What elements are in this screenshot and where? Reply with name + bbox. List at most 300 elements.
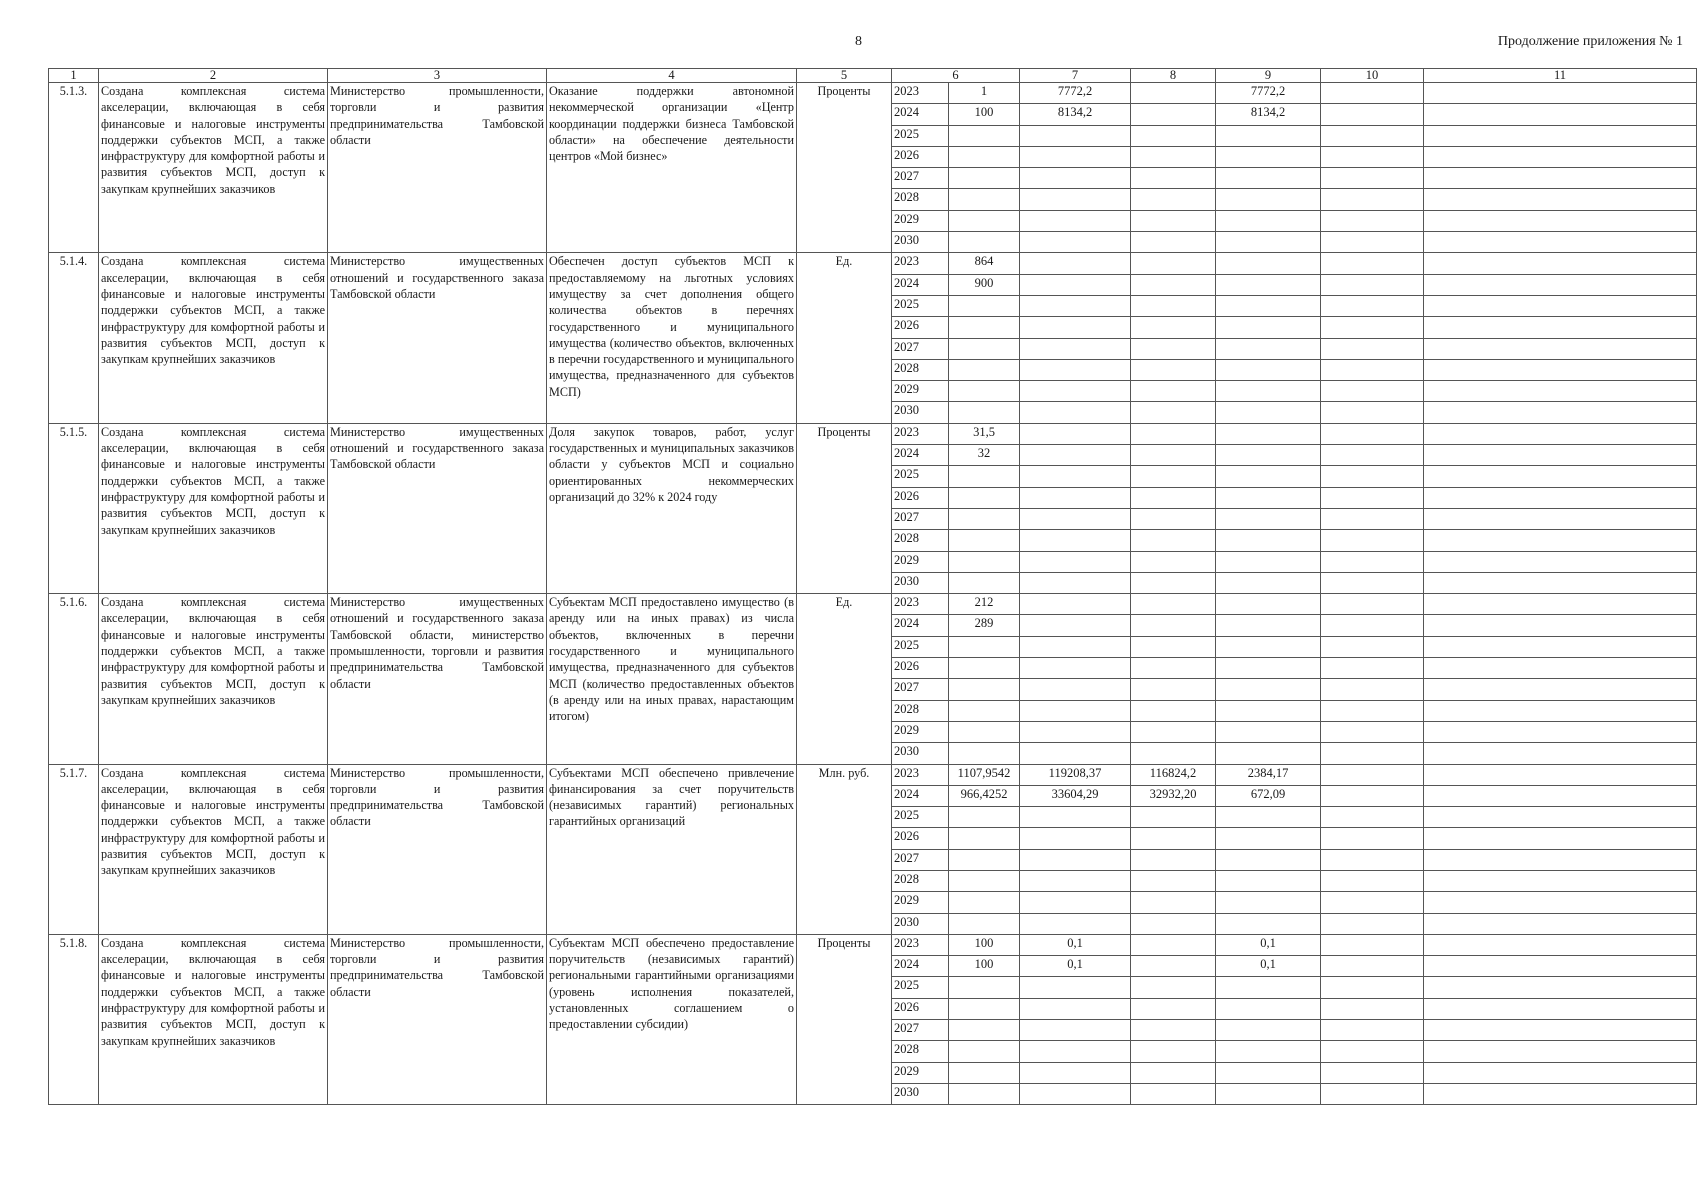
table-row [49,764,1697,785]
value-cell [1131,849,1216,870]
value-cell-empty [1424,466,1697,487]
value-cell [1216,487,1321,508]
value-cell-empty [1321,445,1424,466]
value-cell-empty [1321,636,1424,657]
year-cell: 2023 [892,764,949,785]
value-cell [1216,913,1321,934]
value-cell-empty [1321,317,1424,338]
value-cell-empty [1424,807,1697,828]
value-cell-empty [1321,487,1424,508]
year-cell: 2029 [892,721,949,742]
value-cell [1131,487,1216,508]
value-cell [1131,828,1216,849]
value-cell [1216,295,1321,316]
year-cell: 2025 [892,807,949,828]
value-cell [1131,274,1216,295]
responsible-executor: Министерство имущественных отношений и государственного заказа Тамбовской области, министерство промышленности, торговли и развития предпринимательства Тамбовской области [328,594,547,764]
value-cell-empty [1321,615,1424,636]
value-cell-empty [1321,146,1424,167]
value-cell-empty [1424,274,1697,295]
value-cell-empty [1321,274,1424,295]
item-number: 5.1.5. [49,423,99,593]
value-cell-empty [1424,125,1697,146]
value-cell [1216,1041,1321,1062]
value-cell-empty [1424,998,1697,1019]
measure-description: Субъектам МСП предоставлено имущество (в аренду или на иных правах) из числа объектов, включенных в перечни государственного и муниципального имущества, предназначенного для субъектов МСП (количество предоставленных объектов (в аренду или на иных правах, нарастающим итогом) [547,594,797,764]
value-cell [949,530,1020,551]
value-cell-empty [1321,998,1424,1019]
value-cell [1131,508,1216,529]
value-cell-empty [1321,168,1424,189]
year-cell: 2026 [892,658,949,679]
value-cell [1131,1083,1216,1104]
value-cell [1131,743,1216,764]
result-description: Создана комплексная система акселерации, включающая в себя финансовые и налоговые инструменты поддержки субъектов МСП, а также инфраструктуру для комфортной работы и развития субъектов МСП, доступ к закупкам крупнейших заказчиков [99,253,328,423]
value-cell [949,870,1020,891]
value-cell: 1107,9542 [949,764,1020,785]
value-cell: 900 [949,274,1020,295]
responsible-executor: Министерство промышленности, торговли и развития предпринимательства Тамбовской области [328,83,547,253]
item-number: 5.1.4. [49,253,99,423]
value-cell [949,402,1020,423]
value-cell-empty [1424,232,1697,253]
value-cell [1216,125,1321,146]
value-cell-empty [1424,104,1697,125]
year-cell: 2029 [892,892,949,913]
value-cell [1131,1020,1216,1041]
value-cell-empty [1424,977,1697,998]
value-cell: 672,09 [1216,785,1321,806]
year-cell: 2024 [892,956,949,977]
year-cell: 2027 [892,679,949,700]
value-cell [1131,445,1216,466]
year-cell: 2023 [892,83,949,104]
value-cell: 289 [949,615,1020,636]
value-cell-empty [1424,551,1697,572]
value-cell [949,1083,1020,1104]
value-cell-empty [1424,168,1697,189]
value-cell [1216,146,1321,167]
measure-description: Оказание поддержки автономной некоммерческой организации «Центр координации поддержки бизнеса Тамбовской области» на обеспечение деятельности центров «Мой бизнес» [547,83,797,253]
value-cell [949,210,1020,231]
value-cell-empty [1424,1041,1697,1062]
value-cell [949,125,1020,146]
value-cell [1020,338,1131,359]
value-cell [1020,295,1131,316]
value-cell-empty [1424,913,1697,934]
value-cell [1020,530,1131,551]
value-cell [1020,466,1131,487]
value-cell [1216,189,1321,210]
value-cell [1020,253,1131,274]
value-cell-empty [1321,359,1424,380]
value-cell [1020,125,1131,146]
value-cell-empty [1321,721,1424,742]
value-cell: 0,1 [1216,934,1321,955]
value-cell-empty [1321,508,1424,529]
year-cell: 2025 [892,977,949,998]
value-cell-empty [1424,338,1697,359]
column-header: 7 [1020,69,1131,83]
page-number: 8 [855,34,862,49]
value-cell-empty [1424,785,1697,806]
value-cell-empty [1424,1062,1697,1083]
value-cell: 1 [949,83,1020,104]
value-cell-empty [1321,572,1424,593]
unit-of-measure: Проценты [797,934,892,1104]
column-header: 9 [1216,69,1321,83]
value-cell-empty [1424,253,1697,274]
value-cell [949,807,1020,828]
year-cell: 2030 [892,913,949,934]
value-cell [949,466,1020,487]
unit-of-measure: Проценты [797,423,892,593]
year-cell: 2029 [892,551,949,572]
year-cell: 2028 [892,189,949,210]
value-cell-empty [1424,146,1697,167]
item-number: 5.1.7. [49,764,99,934]
value-cell-empty [1321,594,1424,615]
value-cell [1131,466,1216,487]
value-cell [1020,232,1131,253]
value-cell [1131,721,1216,742]
value-cell-empty [1321,402,1424,423]
value-cell-empty [1321,679,1424,700]
value-cell-empty [1424,1020,1697,1041]
value-cell-empty [1424,721,1697,742]
value-cell [949,359,1020,380]
value-cell-empty [1424,423,1697,444]
column-header: 1 [49,69,99,83]
value-cell-empty [1424,1083,1697,1104]
value-cell: 100 [949,934,1020,955]
value-cell [1020,658,1131,679]
value-cell [1216,998,1321,1019]
value-cell-empty [1424,679,1697,700]
value-cell [1020,508,1131,529]
value-cell [1020,572,1131,593]
value-cell [949,892,1020,913]
value-cell-empty [1321,83,1424,104]
value-cell [1131,892,1216,913]
value-cell [949,636,1020,657]
value-cell-empty [1424,849,1697,870]
value-cell [1020,487,1131,508]
result-description: Создана комплексная система акселерации, включающая в себя финансовые и налоговые инструменты поддержки субъектов МСП, а также инфраструктуру для комфортной работы и развития субъектов МСП, доступ к закупкам крупнейших заказчиков [99,83,328,253]
year-cell: 2026 [892,828,949,849]
value-cell-empty [1424,892,1697,913]
value-cell-empty [1424,594,1697,615]
value-cell [1131,934,1216,955]
year-cell: 2027 [892,168,949,189]
appendix-continuation: Продолжение приложения № 1 [1497,34,1683,49]
year-cell: 2030 [892,1083,949,1104]
value-cell [1131,807,1216,828]
unit-of-measure: Ед. [797,253,892,423]
value-cell-empty [1321,1062,1424,1083]
value-cell-empty [1321,849,1424,870]
value-cell [1131,146,1216,167]
value-cell [1020,402,1131,423]
value-cell: 33604,29 [1020,785,1131,806]
value-cell [949,1020,1020,1041]
value-cell-empty [1424,870,1697,891]
value-cell [949,189,1020,210]
responsible-executor: Министерство имущественных отношений и государственного заказа Тамбовской области [328,423,547,593]
value-cell [1131,636,1216,657]
value-cell-empty [1321,104,1424,125]
value-cell [1131,615,1216,636]
year-cell: 2029 [892,210,949,231]
year-cell: 2028 [892,870,949,891]
value-cell [1020,913,1131,934]
value-cell [1020,636,1131,657]
value-cell-empty [1321,913,1424,934]
year-cell: 2024 [892,615,949,636]
column-header: 8 [1131,69,1216,83]
value-cell [949,168,1020,189]
year-cell: 2026 [892,146,949,167]
value-cell [1216,423,1321,444]
column-header: 4 [547,69,797,83]
value-cell [1131,658,1216,679]
value-cell [1216,530,1321,551]
value-cell-empty [1321,530,1424,551]
value-cell-empty [1424,658,1697,679]
value-cell [1131,913,1216,934]
value-cell: 31,5 [949,423,1020,444]
value-cell-empty [1424,700,1697,721]
year-cell: 2029 [892,1062,949,1083]
responsible-executor: Министерство имущественных отношений и государственного заказа Тамбовской области [328,253,547,423]
value-cell [1216,870,1321,891]
year-cell: 2025 [892,295,949,316]
value-cell [1131,679,1216,700]
year-cell: 2030 [892,232,949,253]
value-cell [1020,679,1131,700]
value-cell [1216,679,1321,700]
value-cell [1131,998,1216,1019]
value-cell [1216,338,1321,359]
value-cell: 864 [949,253,1020,274]
year-cell: 2026 [892,998,949,1019]
value-cell [1216,636,1321,657]
value-cell-empty [1321,551,1424,572]
value-cell: 7772,2 [1216,83,1321,104]
value-cell: 100 [949,104,1020,125]
value-cell [1216,402,1321,423]
value-cell [1131,1062,1216,1083]
value-cell [1131,189,1216,210]
value-cell-empty [1424,83,1697,104]
value-cell: 32932,20 [1131,785,1216,806]
value-cell [949,721,1020,742]
value-cell [1020,977,1131,998]
value-cell [1020,998,1131,1019]
value-cell-empty [1321,658,1424,679]
value-cell [1020,146,1131,167]
value-cell-empty [1424,764,1697,785]
value-cell [949,1041,1020,1062]
item-number: 5.1.3. [49,83,99,253]
value-cell: 116824,2 [1131,764,1216,785]
value-cell [949,295,1020,316]
column-header: 3 [328,69,547,83]
value-cell-empty [1424,636,1697,657]
value-cell [1216,381,1321,402]
value-cell [1131,700,1216,721]
value-cell [949,700,1020,721]
value-cell [1216,1062,1321,1083]
value-cell-empty [1424,210,1697,231]
value-cell [1131,530,1216,551]
value-cell-empty [1424,508,1697,529]
value-cell-empty [1321,295,1424,316]
value-cell [1131,338,1216,359]
unit-of-measure: Млн. руб. [797,764,892,934]
value-cell-empty [1424,295,1697,316]
year-cell: 2023 [892,423,949,444]
value-cell-empty [1321,338,1424,359]
year-cell: 2027 [892,508,949,529]
value-cell [1131,423,1216,444]
year-cell: 2027 [892,338,949,359]
table-row [49,83,1697,104]
measures-table [48,68,1697,1105]
year-cell: 2023 [892,253,949,274]
value-cell-empty [1321,785,1424,806]
value-cell-empty [1424,956,1697,977]
value-cell [949,913,1020,934]
column-header: 10 [1321,69,1424,83]
value-cell [1020,359,1131,380]
value-cell: 32 [949,445,1020,466]
value-cell [949,508,1020,529]
year-cell: 2023 [892,594,949,615]
value-cell: 966,4252 [949,785,1020,806]
value-cell [1131,551,1216,572]
item-number: 5.1.8. [49,934,99,1104]
value-cell-empty [1424,530,1697,551]
value-cell-empty [1321,870,1424,891]
year-cell: 2027 [892,1020,949,1041]
value-cell-empty [1424,189,1697,210]
value-cell-empty [1424,402,1697,423]
year-cell: 2025 [892,466,949,487]
measure-description: Субъектами МСП обеспечено привлечение финансирования за счет поручительств (независимых гарантий) региональных гарантийных организаций [547,764,797,934]
value-cell-empty [1321,189,1424,210]
value-cell [1216,317,1321,338]
value-cell: 0,1 [1020,956,1131,977]
value-cell [1131,83,1216,104]
value-cell [1216,232,1321,253]
value-cell [1216,828,1321,849]
value-cell [1020,551,1131,572]
value-cell [1216,977,1321,998]
value-cell [1020,615,1131,636]
value-cell [1216,210,1321,231]
value-cell [1020,849,1131,870]
value-cell-empty [1424,828,1697,849]
year-cell: 2028 [892,700,949,721]
year-cell: 2029 [892,381,949,402]
column-header: 6 [892,69,1020,83]
value-cell [1020,828,1131,849]
value-cell-empty [1321,1083,1424,1104]
column-header: 2 [99,69,328,83]
value-cell [1020,274,1131,295]
value-cell [1216,1020,1321,1041]
value-cell [949,1062,1020,1083]
value-cell [1216,615,1321,636]
result-description: Создана комплексная система акселерации, включающая в себя финансовые и налоговые инструменты поддержки субъектов МСП, а также инфраструктуру для комфортной работы и развития субъектов МСП, доступ к закупкам крупнейших заказчиков [99,934,328,1104]
value-cell [949,658,1020,679]
value-cell [1216,253,1321,274]
value-cell [1216,721,1321,742]
value-cell [1216,849,1321,870]
value-cell-empty [1321,125,1424,146]
value-cell: 212 [949,594,1020,615]
value-cell-empty [1321,253,1424,274]
value-cell [949,998,1020,1019]
value-cell-empty [1321,466,1424,487]
value-cell-empty [1424,445,1697,466]
value-cell [1020,1062,1131,1083]
value-cell-empty [1424,317,1697,338]
value-cell [1216,594,1321,615]
value-cell: 119208,37 [1020,764,1131,785]
value-cell [1131,317,1216,338]
year-cell: 2024 [892,104,949,125]
value-cell [1131,402,1216,423]
table-row [49,423,1697,444]
year-cell: 2030 [892,572,949,593]
year-cell: 2030 [892,743,949,764]
year-cell: 2028 [892,1041,949,1062]
value-cell: 8134,2 [1216,104,1321,125]
value-cell [1020,892,1131,913]
value-cell: 8134,2 [1020,104,1131,125]
value-cell-empty [1321,381,1424,402]
value-cell-empty [1321,743,1424,764]
year-cell: 2028 [892,530,949,551]
value-cell [1131,168,1216,189]
column-header-row [49,69,1697,83]
value-cell-empty [1424,359,1697,380]
value-cell [1020,189,1131,210]
value-cell [1020,423,1131,444]
value-cell [1216,274,1321,295]
value-cell [1131,232,1216,253]
value-cell [1020,168,1131,189]
table-row [49,253,1697,274]
value-cell [949,679,1020,700]
value-cell-empty [1321,423,1424,444]
value-cell [1020,1020,1131,1041]
value-cell [1131,977,1216,998]
measure-description: Обеспечен доступ субъектов МСП к предоставляемому на льготных условиях имуществу за счет дополнения общего количества объектов в перечнях государственного и муниципального имущества (количество объектов, включенных в перечни государственного и муниципального имущества, предназначенного для субъектов МСП) [547,253,797,423]
year-cell: 2024 [892,445,949,466]
value-cell [1020,317,1131,338]
value-cell [1020,700,1131,721]
year-cell: 2026 [892,317,949,338]
measure-description: Субъектам МСП обеспечено предоставление поручительств (независимых гарантий) региональными гарантийными организациями (уровень исполнения показателей, установленных соглашением о предоставлении субсидии) [547,934,797,1104]
value-cell-empty [1321,934,1424,955]
value-cell [949,551,1020,572]
value-cell-empty [1424,487,1697,508]
value-cell-empty [1321,210,1424,231]
value-cell-empty [1321,977,1424,998]
